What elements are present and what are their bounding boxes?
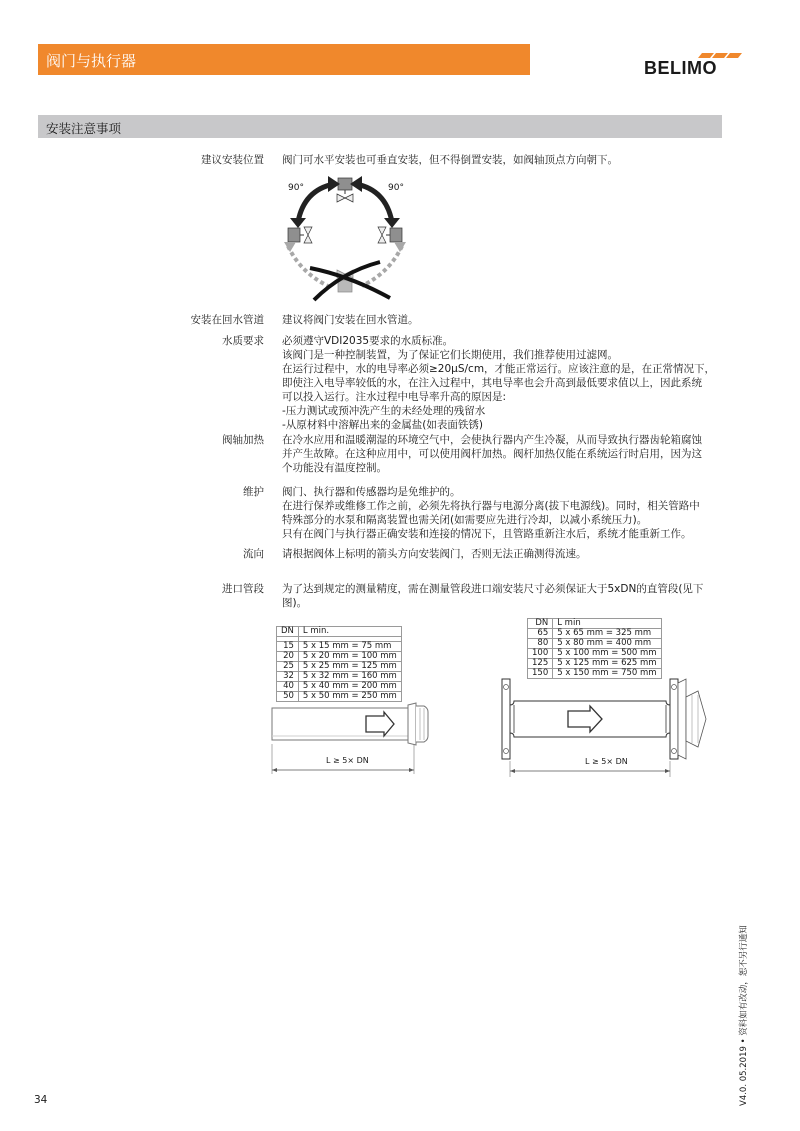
dn-cell: 20 [277,652,299,662]
text-line: 特殊部分的水泵和隔离装置也需关闭(如需要应先进行冷却，以减小系统压力)。 [282,514,648,526]
lmin-cell: 5 x 125 mm = 625 mm [553,659,661,669]
item-label-return-pipe: 安装在回水管道 [190,314,264,326]
item-text-flow-direction [282,547,726,561]
text-line: 在冷水应用和温暖潮湿的环境空气中，会使执行器内产生冷凝，从而导致执行器齿轮箱腐蚀 [282,434,702,446]
text-line: 在运行过程中，水的电导率必须≥20µS/cm，才能正常运行。应该注意的是，在正常情况下， [282,363,716,375]
table-header-cell: DN [277,627,299,637]
dn-cell: 150 [528,669,553,679]
item-label-inlet-section: 进口管段 [222,583,264,595]
lmin-cell: 5 x 32 mm = 160 mm [298,672,401,682]
page-number: 34 [34,1094,48,1106]
table-header-row [528,619,662,629]
item-text-maintenance [282,485,726,541]
version-note: V4.0. 05.2019 • 资料如有改动，恕不另行通知 [739,925,749,1106]
large-pipe-dimension-label: L ≥ 5× DN [585,757,628,766]
table-row [528,629,662,639]
angle-right-label: 90° [388,183,404,193]
table-header-cell: L min. [298,627,401,637]
section-bar [38,115,722,138]
text-line: 图)。 [282,597,308,609]
dn-cell: 65 [528,629,553,639]
text-line: 个功能没有温度控制。 [282,462,387,474]
lmin-cell: 5 x 15 mm = 75 mm [298,642,401,652]
text-line: 可以投入运行。注水过程中电导率升高的原因是: [282,391,507,403]
table-header-cell: DN [528,619,553,629]
text-line: 建议将阀门安装在回水管道。 [282,314,419,326]
item-label-stem-heating: 阀轴加热 [222,434,264,446]
table-row [277,672,402,682]
dn-cell: 80 [528,639,553,649]
small-pipe-table [276,626,402,702]
small-pipe-diagram [270,700,440,780]
small-pipe-dimension-label: L ≥ 5× DN [326,756,369,765]
item-text-inlet-section [282,582,726,610]
table-row [277,662,402,672]
large-pipe-table [527,618,662,679]
text-line: 在进行保养或维修工作之前，必须先将执行器与电源分离(拔下电源线)。同时，相关管路中 [282,500,700,512]
logo-text: BELIMO [644,58,717,78]
text-line: -从原材料中溶解出来的金属盐(如表面铁锈) [282,419,483,431]
text-line: 并产生故障。在这种应用中，可以使用阀杆加热。阀杆加热仅能在系统运行时启用，因为这 [282,448,702,460]
table-row [528,649,662,659]
table-row [277,682,402,692]
text-line: 该阀门是一种控制装置，为了保证它们长期使用，我们推荐使用过滤网。 [282,349,618,361]
belimo-logo [644,48,744,84]
text-line: 阀门、执行器和传感器均是免维护的。 [282,486,461,498]
lmin-cell: 5 x 150 mm = 750 mm [553,669,661,679]
lmin-cell: 5 x 80 mm = 400 mm [553,639,661,649]
dn-cell: 50 [277,692,299,702]
lmin-cell: 5 x 20 mm = 100 mm [298,652,401,662]
item-text-stem-heating [282,433,726,475]
dn-cell: 15 [277,642,299,652]
item-label-install-position: 建议安装位置 [201,154,264,166]
text-line: 请根据阀体上标明的箭头方向安装阀门，否则无法正确测得流速。 [282,548,587,560]
table-row [528,639,662,649]
lmin-cell: 5 x 50 mm = 250 mm [298,692,401,702]
lmin-cell: 5 x 100 mm = 500 mm [553,649,661,659]
text-line: 阀门可水平安装也可垂直安装，但不得倒置安装，如阀轴顶点方向朝下。 [282,154,618,166]
item-label-water-quality: 水质要求 [222,335,264,347]
item-text-install-position [282,153,726,167]
angle-left-label: 90° [288,183,304,193]
item-label-maintenance: 维护 [243,486,264,498]
lmin-cell: 5 x 65 mm = 325 mm [553,629,661,639]
table-row [277,642,402,652]
text-line: 必须遵守VDI2035要求的水质标准。 [282,335,454,347]
table-header-cell: L min [553,619,661,629]
item-label-flow-direction: 流向 [243,548,264,560]
text-line: 只有在阀门与执行器正确安装和连接的情况下，且管路重新注水后，系统才能重新工作。 [282,528,692,540]
lmin-cell: 5 x 25 mm = 125 mm [298,662,401,672]
text-line: 即使注入电导率较低的水，在注入过程中，其电导率也会升高到最低要求值以上，因此系统 [282,377,702,389]
item-text-return-pipe [282,313,726,327]
table-row [277,652,402,662]
header-title: 阀门与执行器 [46,52,137,70]
dn-cell: 32 [277,672,299,682]
section-title: 安装注意事项 [46,121,122,136]
lmin-cell: 5 x 40 mm = 200 mm [298,682,401,692]
dn-cell: 125 [528,659,553,669]
dn-cell: 25 [277,662,299,672]
item-text-water-quality [282,334,726,432]
table-row [528,659,662,669]
dn-cell: 40 [277,682,299,692]
text-line: 为了达到规定的测量精度，需在测量管段进口端安装尺寸必须保证大于5xDN的直管段(见下 [282,583,704,595]
table-header-row [277,627,402,637]
dn-cell: 100 [528,649,553,659]
text-line: -压力测试或预冲洗产生的未经处理的残留水 [282,405,486,417]
